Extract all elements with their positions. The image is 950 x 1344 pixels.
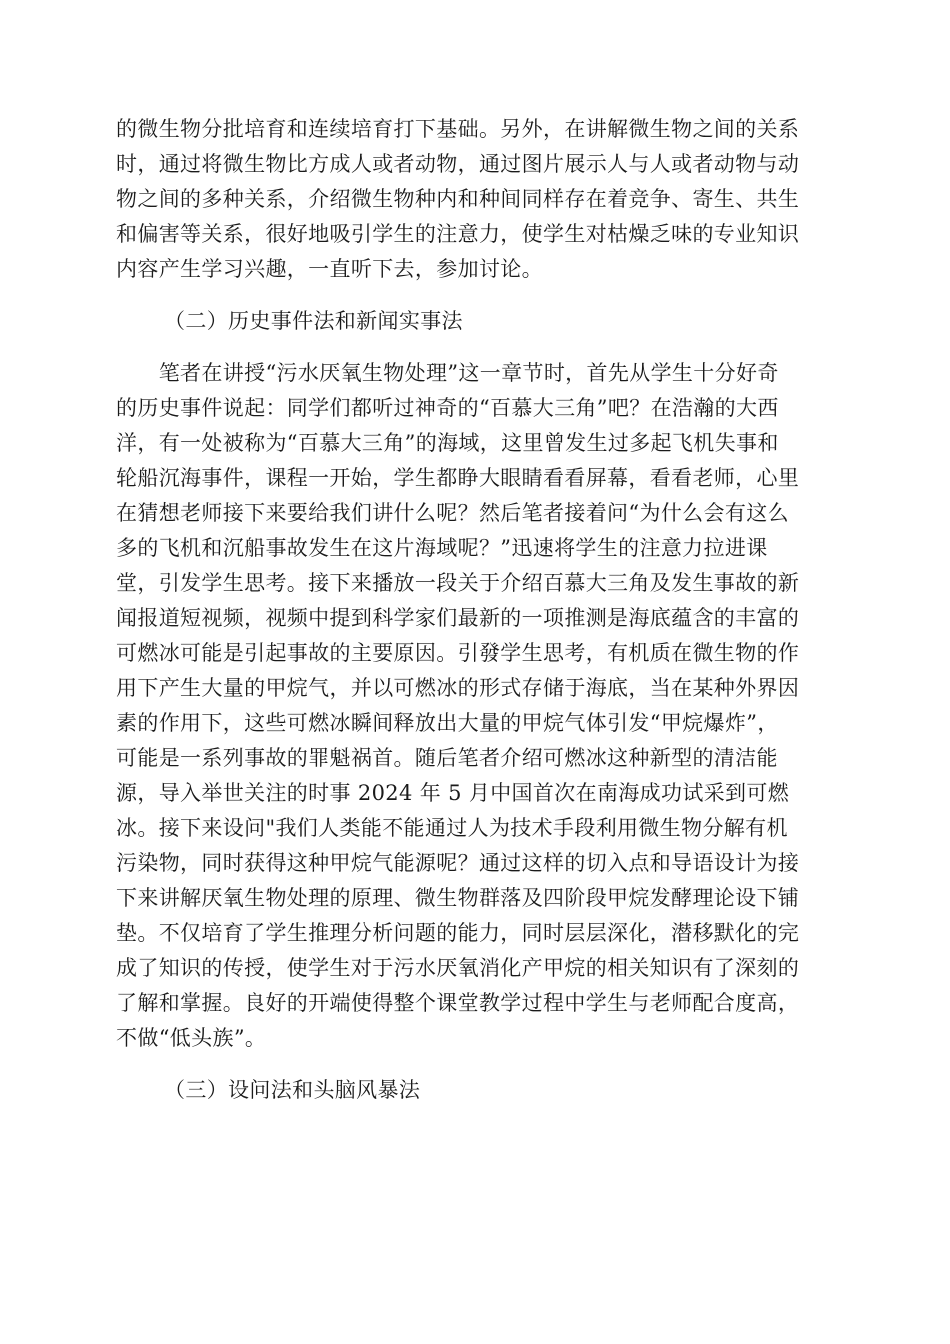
text-line: 源，导入举世关注的时事 2024 年 5 月中国首次在南海成功试采到可燃 [116,781,790,805]
text-line: 多的飞机和沉船事故发生在这片海域呢？”迅速将学生的注意力拉进课 [116,536,768,560]
text-line: 冰。接下来设问"我们人类能不能通过人为技术手段利用微生物分解有机 [116,816,788,840]
heading-text: （三）设问法和头脑风暴法 [164,1078,421,1102]
text-line: 闻报道短视频，视频中提到科学家们最新的一项推测是海底蕴含的丰富的 [116,606,800,630]
text-line: 污染物，同时获得这种甲烷气能源呢？通过这样的切入点和导语设计为接 [116,851,800,875]
text-line: 内容产生学习兴趣，一直听下去，参加讨论。 [116,257,543,281]
text-line: 用下产生大量的甲烷气，并以可燃冰的形式存储于海底，当在某种外界因 [116,676,800,700]
text-line: 可燃冰可能是引起事故的主要原因。引發学生思考，有机质在微生物的作 [116,641,800,665]
text-line: 在猜想老师接下来要给我们讲什么呢？然后笔者接着问“为什么会有这么 [116,501,789,525]
text-line: 时，通过将微生物比方成人或者动物，通过图片展示人与人或者动物与动 [116,152,800,176]
text-line: 的微生物分批培育和连续培育打下基础。另外，在讲解微生物之间的关系 [116,117,800,141]
text-line: 素的作用下，这些可燃冰瞬间释放出大量的甲烷气体引发“甲烷爆炸”， [116,711,779,735]
document-page [116,112,832,1108]
text-line: 的历史事件说起：同学们都听过神奇的“百慕大三角”吧？在浩瀚的大西 [116,396,779,420]
text-line: 了解和掌握。良好的开端使得整个课堂教学过程中学生与老师配合度高， [116,991,800,1015]
paragraph-microbe-relations [116,112,832,287]
text-line: 物之间的多种关系，介绍微生物种内和种间同样存在着竞争、寄生、共生 [116,187,800,211]
text-line: 可能是一系列事故的罪魁祸首。随后笔者介绍可燃冰这种新型的清洁能 [116,746,778,770]
text-line: 堂，引发学生思考。接下来播放一段关于介绍百慕大三角及发生事故的新 [116,571,800,595]
text-line: 笔者在讲授“污水厌氧生物处理”这一章节时，首先从学生十分好奇 [116,361,779,385]
text-line: 下来讲解厌氧生物处理的原理、微生物群落及四阶段甲烷发酵理论设下铺 [116,886,800,910]
section-heading-2 [116,304,832,339]
text-line: 和偏害等关系，很好地吸引学生的注意力，使学生对枯燥乏味的专业知识 [116,222,800,246]
text-line: 垫。不仅培育了学生推理分析问题的能力，同时层层深化，潜移默化的完 [116,921,800,945]
text-line: 洋，有一处被称为“百慕大三角”的海域，这里曾发生过多起飞机失事和 [116,431,779,455]
paragraph-history-news-method [116,356,832,1056]
heading-text: （二）历史事件法和新闻实事法 [164,309,463,333]
section-heading-3 [116,1073,832,1108]
text-line: 轮船沉海事件，课程一开始，学生都睁大眼睛看看屏幕，看看老师，心里 [116,466,800,490]
text-line: 成了知识的传授，使学生对于污水厌氧消化产甲烷的相关知识有了深刻的 [116,956,800,980]
text-line: 不做“低头族”。 [116,1026,267,1050]
